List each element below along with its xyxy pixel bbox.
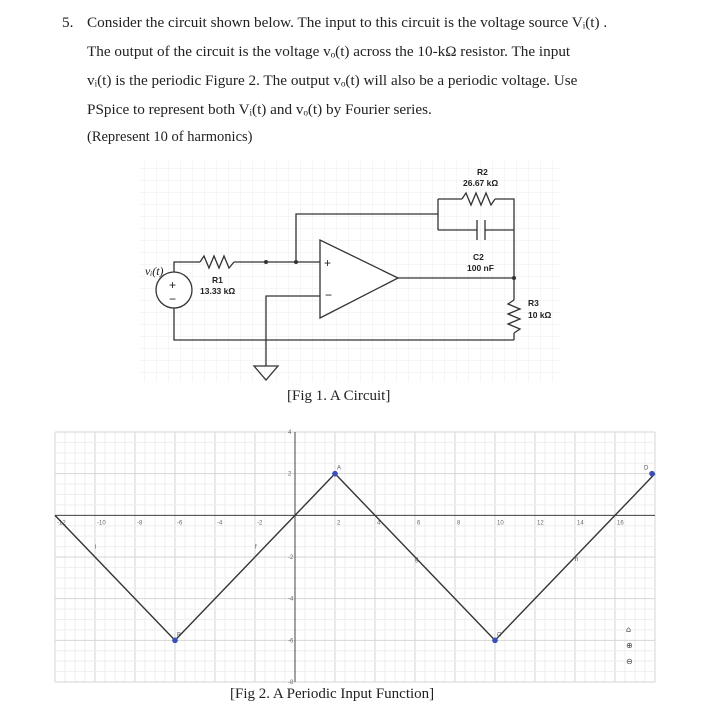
y-tick-label: 4 (288, 430, 292, 436)
x-tick-label: 8 (457, 520, 461, 527)
x-tick-label: 10 (497, 520, 504, 527)
data-point (332, 471, 338, 477)
junction-dot (264, 260, 268, 264)
problem-number: 5. (62, 14, 74, 31)
c2-name: C2 (473, 252, 484, 262)
source-plus-label: + (169, 278, 177, 292)
x-tick-label: 2 (337, 520, 341, 527)
home-icon[interactable]: ⌂ (626, 625, 632, 634)
fig1-caption: [Fig 1. A Circuit] (287, 388, 391, 404)
r3-value: 10 kΩ (528, 310, 552, 320)
r2-value: 26.67 kΩ (463, 178, 499, 188)
opamp-plus-label: + (324, 256, 332, 270)
data-point (172, 638, 178, 644)
problem-line-3: vᵢ(t) is the periodic Figure 2. The output vₒ(t) will also be a periodic voltage. Use (87, 72, 578, 89)
junction-dot (512, 276, 516, 280)
r1-value: 13.33 kΩ (200, 286, 236, 296)
problem-line-2: The output of the circuit is the voltage vₒ(t) across the 10-kΩ resistor. The input (87, 43, 571, 60)
data-point (492, 638, 498, 644)
r3-name: R3 (528, 298, 539, 308)
point-label: D (644, 465, 649, 472)
data-point (649, 471, 655, 477)
zoom-in-icon[interactable]: ⊕ (626, 641, 633, 650)
x-tick-label: 4 (377, 520, 381, 527)
problem-note: (Represent 10 of harmonics) (87, 129, 253, 145)
y-tick-label: -8 (288, 680, 294, 686)
opamp-minus-label: − (325, 288, 333, 302)
point-label: B (177, 632, 182, 639)
c2-value: 100 nF (467, 263, 494, 273)
source-minus-label: − (169, 292, 177, 306)
point-label: A (337, 465, 342, 472)
x-tick-label: -2 (257, 520, 263, 527)
problem-line-1: Consider the circuit shown below. The input to this circuit is the voltage source Vᵢ(t) . (87, 14, 608, 31)
x-tick-label: 12 (537, 520, 544, 527)
x-tick-label: -10 (97, 520, 106, 527)
x-tick-label: -6 (177, 520, 183, 527)
y-tick-label: 2 (288, 471, 292, 478)
x-tick-label: -12 (57, 520, 66, 527)
segment-label: i (95, 544, 97, 551)
x-tick-label: -4 (217, 520, 223, 527)
fig2-caption: [Fig 2. A Periodic Input Function] (230, 686, 435, 702)
segment-label: g (415, 557, 419, 564)
problem-line-4: PSpice to represent both Vᵢ(t) and vₒ(t) by Fourier series. (87, 101, 432, 118)
y-tick-label: -2 (288, 555, 294, 561)
y-tick-label: -4 (288, 596, 294, 603)
source-label: vᵢ(t) (145, 264, 164, 278)
r2-name: R2 (477, 167, 488, 177)
junction-dot (294, 260, 298, 264)
segment-label: f (255, 544, 257, 551)
x-tick-label: 16 (617, 520, 624, 527)
point-label: C (497, 632, 502, 639)
zoom-out-icon[interactable]: ⊖ (626, 657, 633, 666)
r1-name: R1 (212, 275, 223, 285)
x-tick-label: 14 (577, 520, 584, 527)
x-tick-label: -8 (137, 520, 143, 527)
segment-label: h (575, 557, 579, 564)
periodic-input-plot (55, 430, 655, 686)
x-tick-label: 6 (417, 520, 421, 527)
y-tick-label: -6 (288, 638, 294, 645)
